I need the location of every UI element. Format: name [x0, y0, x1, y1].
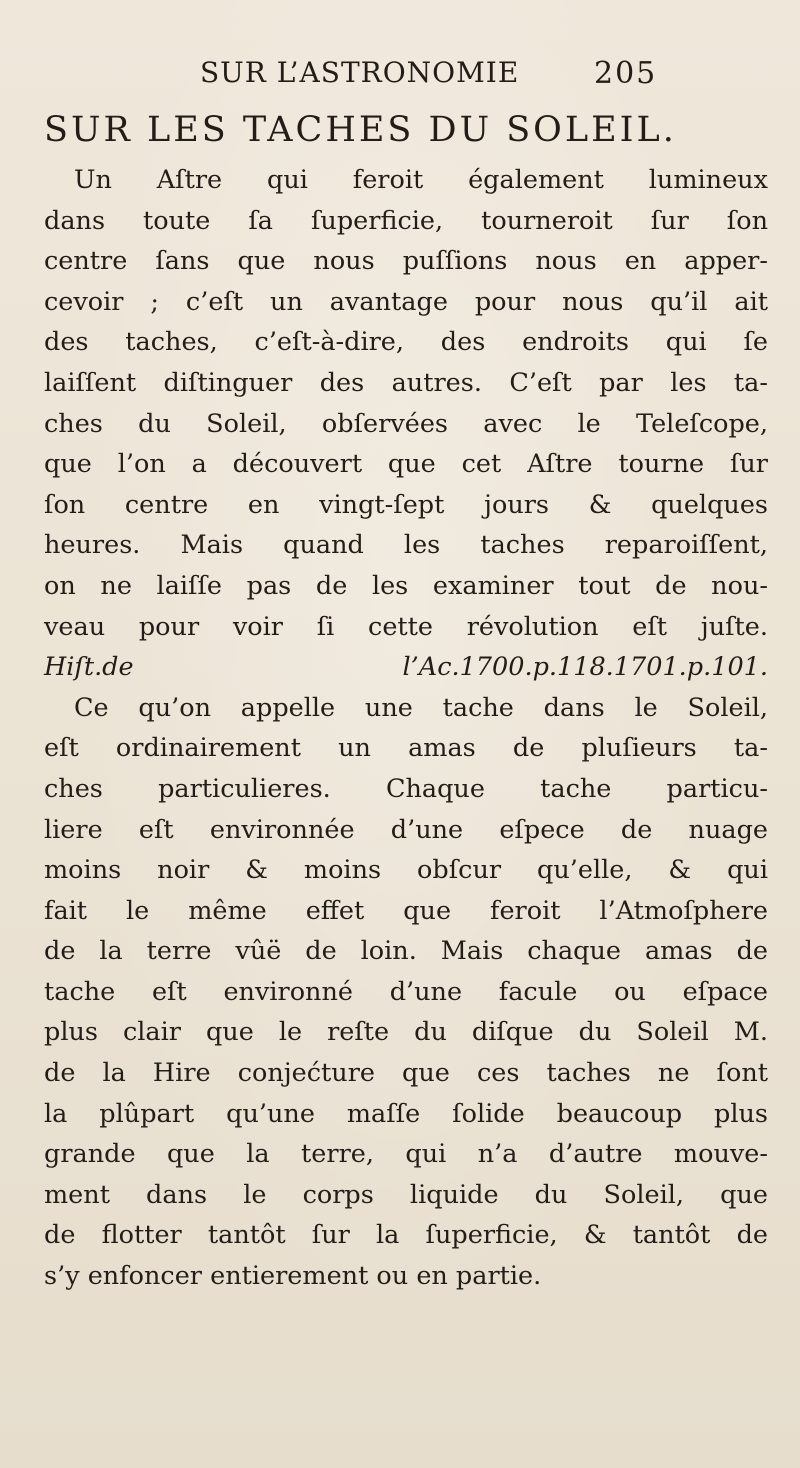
text-line: plus clair que le reſte du diſque du Soleil M.: [44, 1017, 768, 1048]
text-line: des taches, c’eſt-à-dire, des endroits qui ſe: [44, 327, 768, 358]
text-line: de flotter tantôt ſur la ſuperficie, & tantôt de: [44, 1220, 768, 1251]
text-line: moins noir & moins obſcur qu’elle, & qui: [44, 855, 768, 886]
text-line: la plûpart qu’une maſſe ſolide beaucoup plus: [44, 1098, 768, 1129]
text-line: cevoir ; c’eſt un avantage pour nous qu’il ait: [44, 286, 768, 317]
text-line: de la Hire conjećture que ces taches ne ſont: [44, 1058, 768, 1089]
text-line: dans toute ſa ſuperficie, tourneroit ſur ſon: [44, 205, 768, 236]
text-line: que l’on a découvert que cet Aſtre tourne ſur: [44, 449, 768, 480]
text-line: ſon centre en vingt-ſept jours & quelques: [44, 489, 768, 520]
text-line: s’y enfoncer entierement ou en partie.: [44, 1261, 542, 1292]
text-line: ches du Soleil, obſervées avec le Teleſcope,: [44, 408, 768, 439]
body-text: [44, 160, 768, 1297]
text-line: heures. Mais quand les taches reparoiſſent,: [44, 530, 768, 561]
text-line: eſt ordinairement un amas de pluſieurs ta-: [44, 733, 768, 764]
text-line: fait le même effet que feroit l’Atmoſphere: [44, 895, 768, 926]
text-line: ches particulieres. Chaque tache particu-: [44, 773, 768, 804]
text-line: ment dans le corps liquide du Soleil, que: [44, 1179, 768, 1210]
running-title: SUR L’ASTRONOMIE: [200, 56, 520, 89]
text-line: veau pour voir ſi cette révolution eſt juſte.: [44, 611, 768, 642]
text-line: tache eſt environné d’une facule ou eſpace: [44, 976, 768, 1007]
text-line: laiſſent diſtinguer des autres. C’eſt par les ta-: [44, 367, 768, 398]
page-number: 205: [594, 56, 658, 91]
text-line: centre ſans que nous puſſions nous en apper-: [44, 246, 768, 277]
section-heading: SUR LES TACHES DU SOLEIL.: [44, 110, 677, 150]
text-line: Ce qu’on appelle une tache dans le Soleil,: [74, 692, 768, 723]
text-line: on ne laiſſe pas de les examiner tout de nou-: [44, 570, 768, 601]
text-line: de la terre vûë de loin. Mais chaque amas de: [44, 936, 768, 967]
text-line: liere eſt environnée d’une eſpece de nuage: [44, 814, 768, 845]
text-line: grande que la terre, qui n’a d’autre mouve-: [44, 1139, 768, 1170]
reference-line: Hiſt.de l’Ac.1700.p.118.1701.p.101.: [44, 652, 768, 683]
running-head: [0, 56, 800, 96]
text-line: Un Aſtre qui feroit également lumineux: [74, 165, 768, 195]
